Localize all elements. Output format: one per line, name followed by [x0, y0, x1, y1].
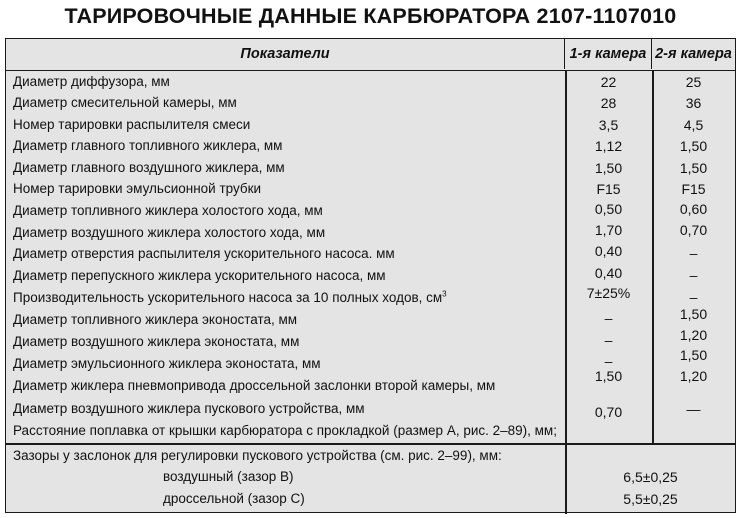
table-cell-cam1: F15: [596, 181, 621, 197]
table-row-label: Диаметр топливного жиклера холостого хода, мм: [13, 203, 323, 218]
throttle-clearance-value: 5,5±0,25: [623, 491, 678, 507]
table-cell-cam1: 1,70: [594, 222, 623, 238]
calibration-table: [5, 38, 736, 513]
table-cell-cam2: 0,60: [679, 201, 708, 217]
table-row-label: Диаметр главного воздушного жиклера, мм: [13, 160, 285, 175]
table-cell-cam2: –: [689, 267, 698, 283]
table-cell-cam1: –: [604, 353, 613, 369]
table-row-label: Диаметр диффузора, мм: [13, 74, 170, 89]
row-separator: [6, 443, 735, 445]
table-cell-cam2: 4,5: [683, 117, 704, 133]
table-cell-cam1: 0,70: [594, 404, 623, 420]
table-cell-cam1: 3,5: [598, 117, 619, 133]
table-cell-cam2: 36: [685, 95, 702, 111]
table-cell-cam2: 1,50: [679, 306, 708, 322]
page-title: ТАРИРОВОЧНЫЕ ДАННЫЕ КАРБЮРАТОРА 2107-1107010: [64, 4, 677, 28]
table-row-label: Диаметр перепускного жиклера ускорительного насоса, мм: [13, 268, 386, 283]
table-cell-cam1: 28: [600, 95, 617, 111]
table-row-label: Диаметр смесительной камеры, мм: [13, 95, 237, 110]
table-body: [6, 71, 735, 512]
table-cell-cam2: 25: [685, 74, 702, 90]
table-cell-cam1: 0,40: [594, 243, 623, 259]
table-row-label: Диаметр воздушного жиклера холостого хода, мм: [13, 225, 326, 240]
table-cell-cam2: —: [686, 401, 701, 417]
row-label-text: Производительность ускорительного насоса за 10 полных ходов, см: [13, 290, 443, 305]
table-cell-cam1: 0,50: [594, 201, 623, 217]
table-cell-cam1: 1,12: [594, 138, 623, 154]
table-row-label: Диаметр жиклера пневмопривода дроссельной заслонки второй камеры, мм: [13, 378, 496, 393]
unit-superscript: 3: [442, 289, 447, 299]
table-cell-cam2: 0,70: [679, 222, 708, 238]
table-cell-cam2: –: [689, 245, 698, 261]
table-cell-cam2: F15: [681, 181, 706, 197]
table-cell-cam1: –: [604, 310, 613, 326]
table-cell-cam2: 1,50: [679, 160, 708, 176]
air-clearance-label: воздушный (зазор В): [163, 469, 294, 484]
table-cell-cam2: 1,20: [679, 327, 708, 343]
table-cell-cam1: 1,50: [594, 368, 623, 384]
table-cell-cam1: 0,40: [594, 265, 623, 281]
table-row-label: Номер тарировки эмульсионной трубки: [13, 181, 262, 196]
table-row-label: Диаметр отверстия распылителя ускорительного насоса. мм: [13, 246, 395, 261]
clearance-caption: Зазоры у заслонок для регулировки пускового устройства (см. рис. 2–99), мм:: [13, 448, 502, 463]
table-row-label: [6, 290, 565, 305]
table-cell-cam1: 22: [600, 74, 617, 90]
table-row-label: Диаметр топливного жиклера эконостата, мм: [13, 312, 298, 327]
table-cell-cam2: 1,20: [679, 368, 708, 384]
header-chamber-2: 2-я камера: [655, 46, 732, 62]
table-row-label: Диаметр воздушного жиклера пускового устройства, мм: [13, 401, 365, 416]
table-header: [6, 39, 735, 71]
header-parameters: Показатели: [6, 39, 565, 69]
table-cell-cam2: –: [689, 289, 698, 305]
table-cell-cam2: 1,50: [679, 347, 708, 363]
table-row-label: Диаметр эмульсионного жиклера эконостата, мм: [13, 356, 321, 371]
air-clearance-value: 6,5±0,25: [623, 469, 678, 485]
table-row-label: Диаметр главного топливного жиклера, мм: [13, 138, 283, 153]
throttle-clearance-label: дроссельной (зазор С): [163, 491, 305, 506]
table-row-label: Номер тарировки распылителя смеси: [13, 117, 251, 132]
table-cell-cam2: 1,50: [679, 138, 708, 154]
table-cell-cam1: 1,50: [594, 160, 623, 176]
table-cell-cam1: 7±25%: [586, 285, 631, 301]
table-cell-cam1: –: [604, 332, 613, 348]
table-row-label: Диаметр воздушного жиклера эконостата, мм: [13, 334, 300, 349]
header-chamber-1: 1-я камера: [565, 39, 652, 69]
table-row-label: Расстояние поплавка от крышки карбюратора с прокладкой (размер А, рис. 2–89), мм;: [13, 423, 557, 438]
